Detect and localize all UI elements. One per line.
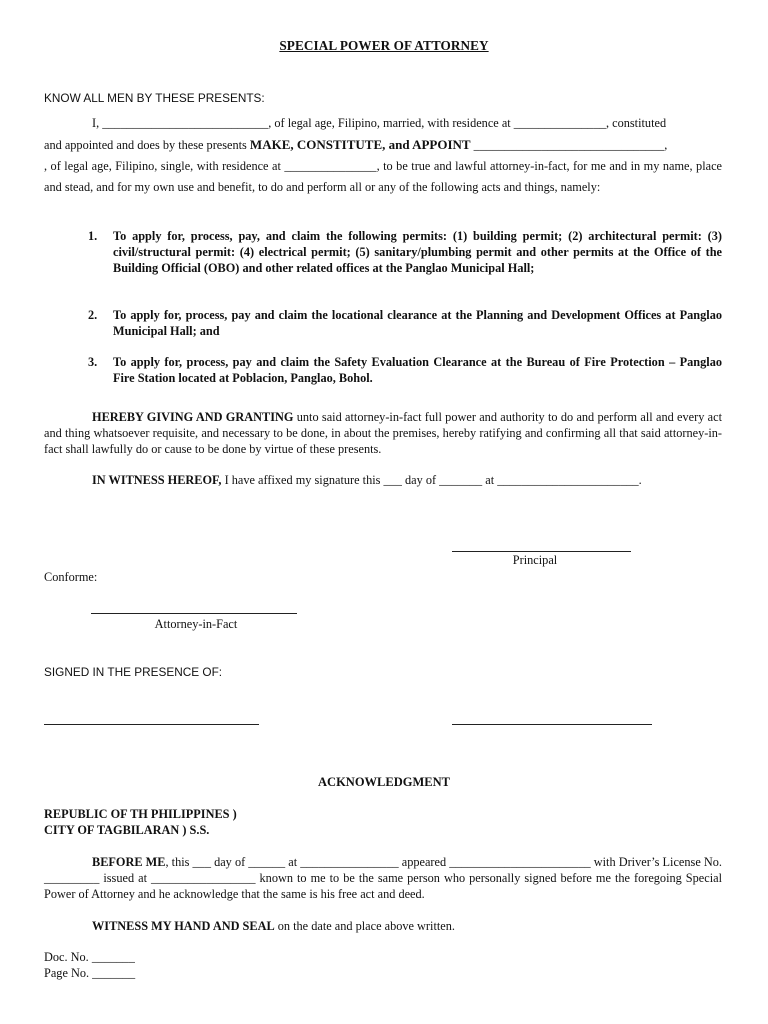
intro-line-2a: and appointed and does by these presents	[44, 138, 250, 152]
know-all-heading: KNOW ALL MEN BY THESE PRESENTS:	[44, 91, 265, 105]
list-item	[88, 307, 722, 339]
list-item	[88, 354, 722, 386]
acknowledgment-title: ACKNOWLEDGMENT	[318, 775, 450, 789]
item-number: 2.	[88, 308, 98, 322]
granting-bold: HEREBY GIVING AND GRANTING	[92, 410, 294, 424]
granting-text: unto said attorney-in-fact full power and authority to do and perform all and every act and thing whatsoever requisite, and necessary to be done, in about the premises, hereby ratifying and confirming all that said attorney-in-fact shall lawfully do or cause to be done by virtue of these presents.	[44, 410, 722, 456]
witness-signature-line-2	[452, 724, 652, 725]
intro-line-2c: _______________________________,	[470, 138, 668, 152]
item-number: 1.	[88, 229, 98, 243]
conforme-label: Conforme:	[44, 570, 98, 584]
item-text: To apply for, process, pay, and claim the following permits: (1) building permit; (2) architectural permit: (3) civil/structural permit: (4) electrical permit; (5) sanitary/plumbing permit and other permits at the Office of the Building Official (OBO) and other related offices at the Panglao Municipal Hall;	[113, 229, 722, 275]
item-text: To apply for, process, pay and claim the locational clearance at the Planning and Development Offices at Panglao Municipal Hall; and	[113, 308, 722, 338]
list-item	[88, 228, 722, 276]
appoint-phrase: MAKE, CONSTITUTE, and APPOINT	[249, 137, 471, 152]
intro-paragraph	[44, 113, 722, 198]
granting-paragraph	[44, 409, 722, 457]
witness-bold: IN WITNESS HEREOF,	[92, 473, 222, 487]
before-me-paragraph	[44, 854, 722, 902]
hand-seal-paragraph	[44, 918, 722, 934]
document-title: SPECIAL POWER OF ATTORNEY	[279, 38, 489, 53]
doc-number: Doc. No. _______	[44, 950, 135, 964]
item-number: 3.	[88, 355, 98, 369]
before-me-bold: BEFORE ME	[92, 855, 166, 869]
witness-text: I have affixed my signature this ___ day of _______ at _______________________.	[221, 473, 642, 487]
principal-label: Principal	[512, 553, 558, 567]
principal-signature-line	[452, 551, 631, 552]
before-me-text: , this ___ day of ______ at ________________ appeared _______________________ with Driver’s License No. _________ issued at _________________ known to me to be the same person who personally signed before me the foregoing Special Power of Attorney and he acknowledge that the same is his free act and deed.	[44, 855, 722, 901]
signed-presence-heading: SIGNED IN THE PRESENCE OF:	[44, 665, 223, 679]
attorney-label: Attorney-in-Fact	[154, 617, 238, 631]
witness-signature-line-1	[44, 724, 259, 725]
witness-paragraph	[44, 472, 722, 488]
hand-seal-text: on the date and place above written.	[274, 919, 455, 933]
page-number: Page No. _______	[44, 966, 136, 980]
intro-line-3: , of legal age, Filipino, single, with residence at _______________, to be true and lawful attorney-in-fact, for me and in my name, place and stead, and for my own use and benefit, to do and perform all or any of the following acts and things, namely:	[44, 159, 722, 194]
hand-seal-bold: WITNESS MY HAND AND SEAL	[92, 919, 275, 933]
venue-line-2: CITY OF TAGBILARAN ) S.S.	[44, 823, 210, 837]
venue-line-1: REPUBLIC OF TH PHILIPPINES )	[44, 807, 237, 821]
item-text: To apply for, process, pay and claim the Safety Evaluation Clearance at the Bureau of Fire Protection – Panglao Fire Station located at Poblacion, Panglao, Bohol.	[113, 355, 722, 385]
intro-line-1: I, ___________________________, of legal age, Filipino, married, with residence at _______________, constituted	[92, 116, 667, 130]
attorney-signature-line	[91, 613, 297, 614]
intro-line-2	[44, 134, 722, 156]
